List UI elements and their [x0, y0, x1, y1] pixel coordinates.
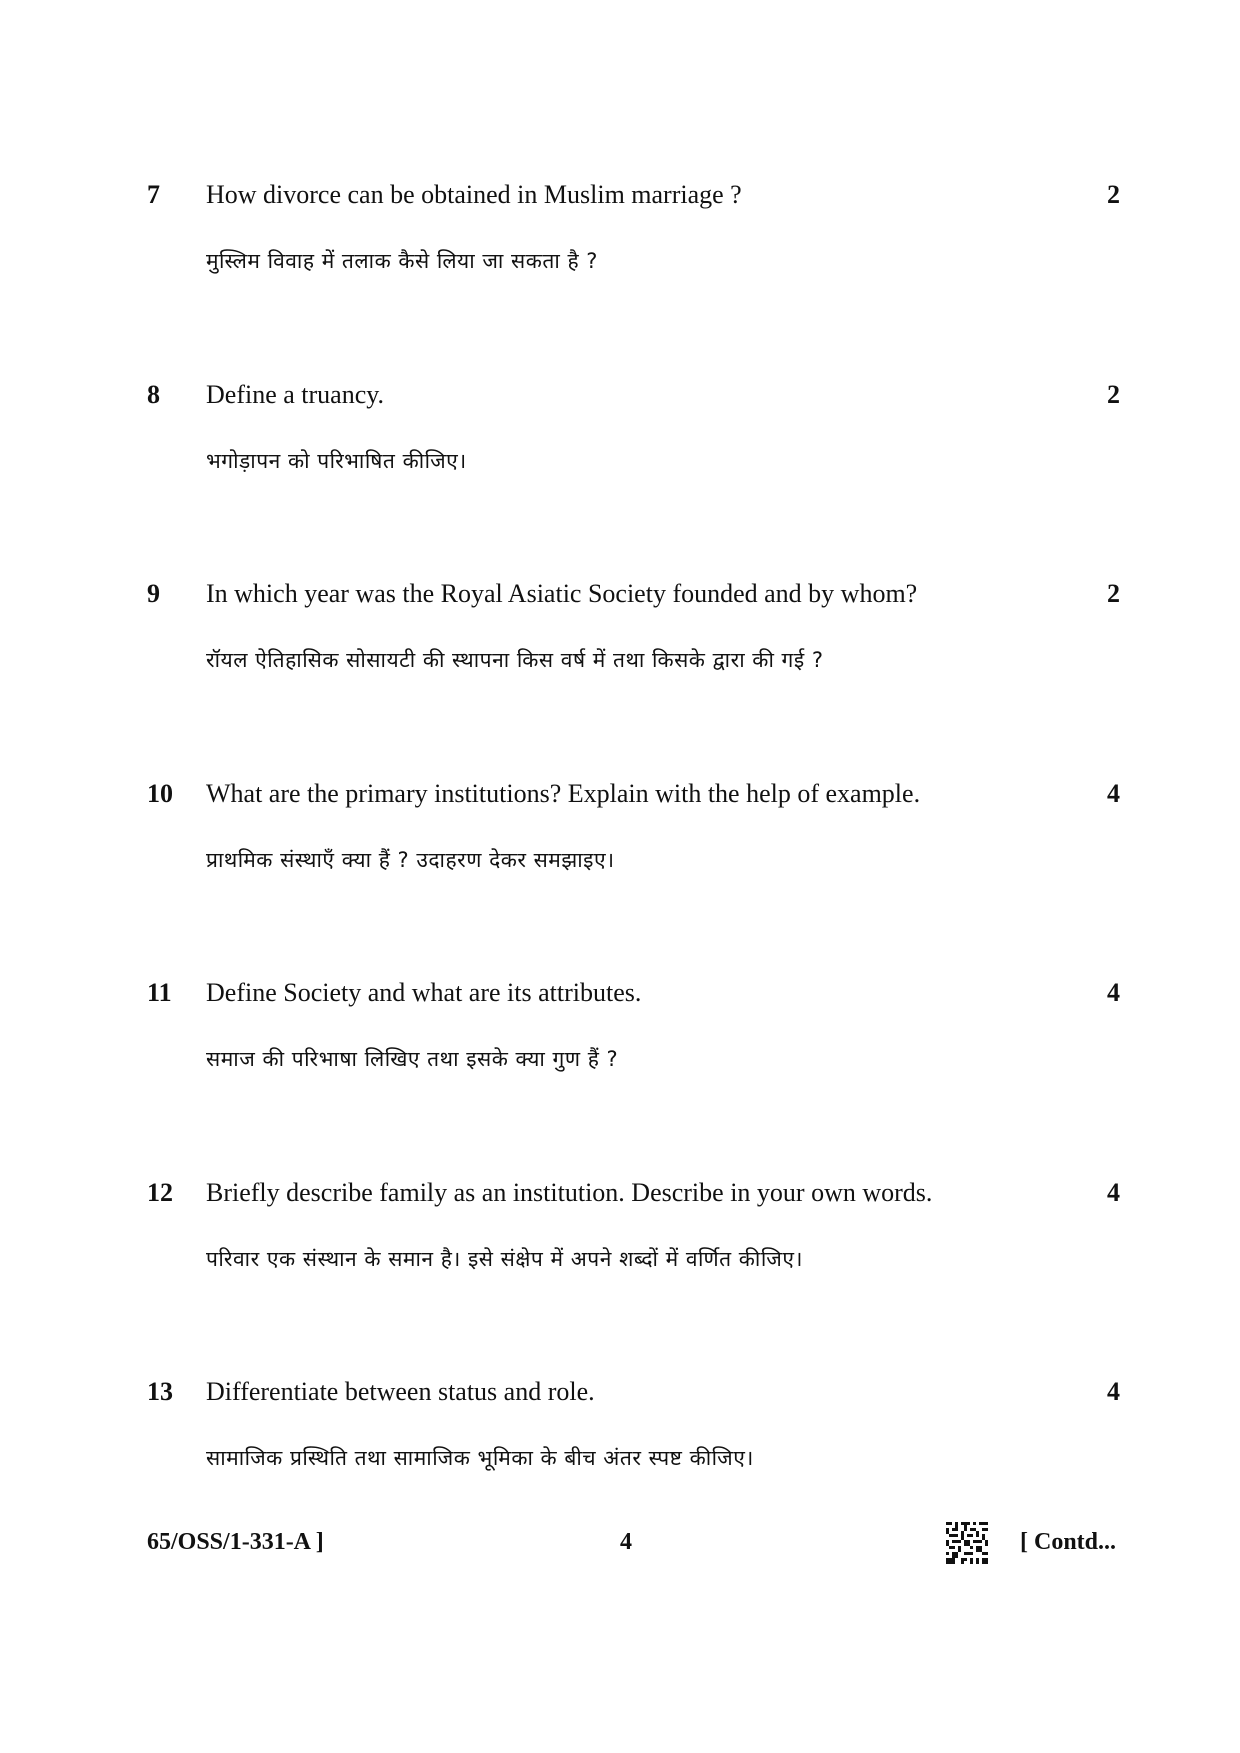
question-text-hindi: भगोड़ापन को परिभाषित कीजिए। — [206, 449, 467, 473]
question-text-hindi: सामाजिक प्रस्थिति तथा सामाजिक भूमिका के बीच अंतर स्पष्ट कीजिए। — [206, 1446, 754, 1470]
paper-code: 65/OSS/1-331-A ] — [147, 1529, 324, 1555]
question-number: 8 — [147, 380, 160, 409]
question-number: 7 — [147, 180, 160, 209]
question-number: 10 — [147, 779, 173, 808]
question-text-english: Define a truancy. — [206, 380, 385, 409]
question-marks: 2 — [1107, 579, 1120, 608]
question-text-english: Differentiate between status and role. — [206, 1377, 595, 1406]
question-text-english: How divorce can be obtained in Muslim marriage ? — [206, 180, 742, 209]
question-marks: 2 — [1107, 180, 1120, 209]
question-marks: 2 — [1107, 380, 1120, 409]
question-text-english: In which year was the Royal Asiatic Society founded and by whom? — [206, 579, 918, 608]
question-number: 13 — [147, 1377, 173, 1406]
question-number: 11 — [147, 978, 172, 1007]
question-marks: 4 — [1107, 779, 1120, 808]
question-text-english: Define Society and what are its attributes. — [206, 978, 642, 1007]
question-marks: 4 — [1107, 978, 1120, 1007]
question-marks: 4 — [1107, 1377, 1120, 1406]
question-marks: 4 — [1107, 1178, 1120, 1207]
question-text-english: Briefly describe family as an institution. Describe in your own words. — [206, 1178, 933, 1207]
question-text-english: What are the primary institutions? Explain with the help of example. — [206, 779, 921, 808]
question-text-hindi: रॉयल ऐतिहासिक सोसायटी की स्थापना किस वर्ष में तथा किसके द्वारा की गई ? — [206, 648, 824, 672]
question-number: 9 — [147, 579, 160, 608]
question-text-hindi: मुस्लिम विवाह में तलाक कैसे लिया जा सकता है ? — [206, 249, 598, 273]
question-text-hindi: परिवार एक संस्थान के समान है। इसे संक्षेप में अपने शब्दों में वर्णित कीजिए। — [206, 1247, 803, 1271]
question-text-hindi: प्राथमिक संस्थाएँ क्या हैं ? उदाहरण देकर समझाइए। — [206, 848, 615, 872]
continued-label: [ Contd... — [1020, 1529, 1117, 1555]
qr-code-icon — [946, 1522, 988, 1564]
question-text-hindi: समाज की परिभाषा लिखिए तथा इसके क्या गुण हैं ? — [206, 1047, 619, 1071]
question-number: 12 — [147, 1178, 173, 1207]
page-number: 4 — [620, 1529, 632, 1555]
